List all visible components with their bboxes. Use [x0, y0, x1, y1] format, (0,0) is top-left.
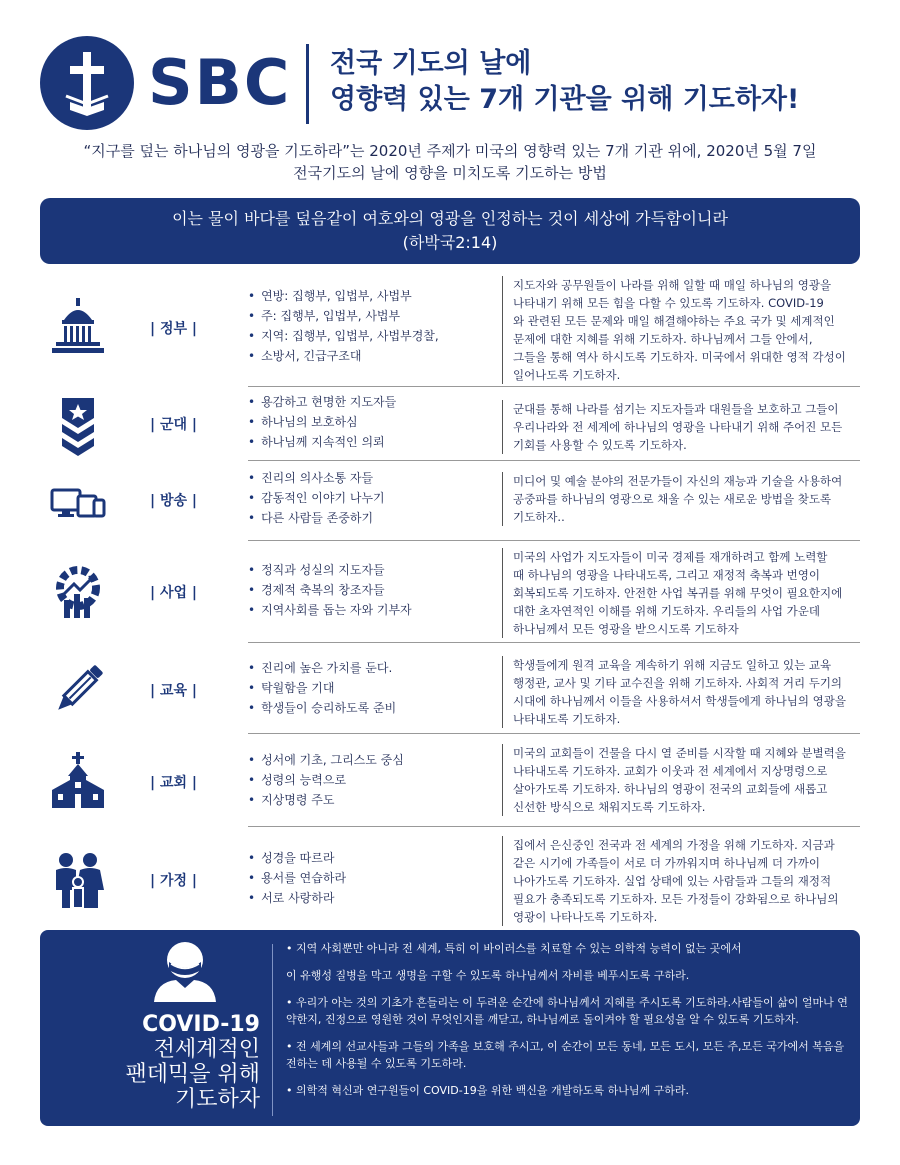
- scripture-banner: [40, 198, 860, 264]
- desc-line: 미국의 교회들이 건물을 다시 열 준비를 시작할 때 지혜와 분별력을: [513, 746, 846, 760]
- list-item: • 용감하고 현명한 지도자들: [248, 392, 396, 412]
- church-icon: [48, 752, 108, 812]
- desc-line: 공중파를 하나님의 영광으로 채울 수 있는 새로운 방법을 찾도록: [513, 492, 832, 506]
- desc-line: 지도자와 공무원들이 나라를 위해 일할 때 매일 하나님의 영광을: [513, 278, 832, 292]
- desc-line: 집에서 은신중인 전국과 전 세계의 가정을 위해 기도하자. 지금과: [513, 838, 835, 852]
- desc-line: 같은 시기에 가족들이 서로 더 가까워지며 하나님께 더 가까이: [513, 856, 820, 870]
- prayer-point: • 지역 사회뿐만 아니라 전 세계, 특히 이 바이러스를 치료할 수 있는 의학적 능력이 없는 곳에서: [286, 942, 742, 955]
- desc-line: 우리나라와 전 세계에 하나님의 영광을 나타내기 위해 주어진 모든: [513, 420, 843, 434]
- row-divider: [248, 386, 860, 387]
- bullet-list: [248, 286, 439, 366]
- desc-line: 시대에 하나님께서 이들을 사용하셔서 학생들에게 하나님의 영광을: [513, 694, 846, 708]
- sbc-logo-icon: [40, 36, 134, 130]
- row-divider: [248, 540, 860, 541]
- capitol-icon: [48, 296, 108, 356]
- desc-line: 회복되도록 기도하자. 안전한 사업 복귀를 위해 무엇이 필요한지에: [513, 586, 843, 600]
- intro-line-2: 전국기도의 날에 영향을 미치도록 기도하는 방법: [293, 164, 607, 182]
- row-divider: [248, 642, 860, 643]
- intro-text: [30, 140, 870, 184]
- description: [502, 836, 860, 926]
- bullet-list: [248, 468, 385, 528]
- description: [502, 472, 860, 526]
- bullet-list: [248, 392, 396, 452]
- bullet-list: [248, 658, 396, 718]
- list-item: • 용서를 연습하라: [248, 868, 346, 888]
- category-label: | 군대 |: [150, 417, 198, 433]
- category-row-education: [40, 650, 860, 732]
- description: [502, 276, 860, 384]
- list-item: • 지역사회를 돕는 자와 기부자: [248, 600, 412, 620]
- list-item: • 서로 사랑하라: [248, 888, 346, 908]
- desc-line: 행정관, 교사 및 기타 교수진을 위해 기도하자. 사회적 거리 두기의: [513, 676, 843, 690]
- list-item: • 정직과 성실의 지도자들: [248, 560, 412, 580]
- desc-line: 나타내도록 기도하자.: [513, 712, 621, 726]
- category-row-family: [40, 834, 860, 926]
- category-row-media: [40, 466, 860, 536]
- bullet-list: [248, 848, 346, 908]
- list-item: • 주: 집행부, 입법부, 사법부: [248, 306, 439, 326]
- covid-title: [62, 1012, 260, 1112]
- covid-prayer-points: [286, 940, 852, 1109]
- description: [502, 548, 860, 638]
- business-gear-icon: [48, 562, 108, 622]
- desc-line: 대한 초자연적인 이해를 위해 기도하자. 우리들의 사업 가운데: [513, 604, 820, 618]
- list-item: • 경제적 축복의 창조자들: [248, 580, 412, 600]
- list-item: • 학생들이 승리하도록 준비: [248, 698, 396, 718]
- row-divider: [248, 733, 860, 734]
- header-divider: [306, 44, 309, 124]
- covid-divider: [272, 944, 273, 1116]
- desc-line: 미디어 및 예술 분야의 전문가들이 자신의 재능과 기술을 사용하여: [513, 474, 843, 488]
- list-item: • 성령의 능력으로: [248, 770, 404, 790]
- list-item: • 성서에 기초, 그리스도 중심: [248, 750, 404, 770]
- category-row-church: [40, 740, 860, 824]
- scripture-reference: (하박국2:14): [402, 233, 498, 252]
- desc-line: 와 관련된 모든 문제와 매일 해결해야하는 주요 국가 및 세계적인: [513, 314, 835, 328]
- family-icon: [48, 850, 108, 910]
- covid-title-line: 기도하자: [174, 1087, 260, 1112]
- desc-line: 하나님께서 모든 영광을 받으시도록 기도하자: [513, 622, 739, 636]
- covid-prayer-box: [40, 930, 860, 1126]
- category-label: | 사업 |: [150, 585, 198, 601]
- row-divider: [248, 826, 860, 827]
- description: [502, 744, 860, 816]
- desc-line: 나타내도록 기도하자. 교회가 이웃과 전 세계에서 지상명령으로: [513, 764, 828, 778]
- prayer-point: • 의학적 혁신과 연구원들이 COVID-19을 위한 백신을 개발하도록 하나님께 구하라.: [286, 1084, 689, 1097]
- list-item: • 감동적인 이야기 나누기: [248, 488, 385, 508]
- list-item: • 진리의 의사소통 자들: [248, 468, 385, 488]
- desc-line: 때 하나님의 영광을 나타내도록, 그리고 재정적 축복과 번영이: [513, 568, 820, 582]
- bullet-list: [248, 750, 404, 810]
- masked-person-icon: [150, 940, 220, 1002]
- covid-title-line: COVID-19: [142, 1012, 260, 1037]
- desc-line: 나아가도록 기도하자. 실업 상태에 있는 사람들과 그들의 재정적: [513, 874, 832, 888]
- desc-line: 필요가 충족되도록 기도하자. 모든 가정들이 강화됨으로 하나님의: [513, 892, 839, 906]
- desc-line: 기도하자..: [513, 510, 565, 524]
- category-label: | 교육 |: [150, 683, 198, 699]
- page-title: [330, 46, 799, 118]
- covid-title-line: 전세계적인: [153, 1037, 260, 1062]
- prayer-point: • 전 세계의 선교사들과 그들의 가족을 보호해 주시고, 이 순간이 모든 동네, 모든 도시, 모든 주,모든 국가에서 복음을 전하는 데 사용될 수 있도록 기도하라.: [286, 1040, 845, 1070]
- title-line-1: 전국 기도의 날에: [330, 48, 532, 79]
- list-item: • 지역: 집행부, 입법부, 사법부경찰,: [248, 326, 439, 346]
- scripture-text: 이는 물이 바다를 덮음같이 여호와의 영광을 인정하는 것이 세상에 가득함이니라: [172, 209, 728, 228]
- desc-line: 영광이 나타나도록 기도하자.: [513, 910, 658, 924]
- desc-line: 그들을 통해 역사 하시도록 기도하자. 미국에서 위대한 영적 각성이: [513, 350, 846, 364]
- desc-line: 나타내기 위해 모든 힘을 다할 수 있도록 기도하자. COVID-19: [513, 296, 824, 310]
- list-item: • 성경을 따르라: [248, 848, 346, 868]
- desc-line: 미국의 사업가 지도자들이 미국 경제를 재개하려고 함께 노력할: [513, 550, 828, 564]
- category-label: | 교회 |: [150, 775, 198, 791]
- covid-title-line: 팬데믹을 위해: [125, 1062, 260, 1087]
- pencil-icon: [48, 660, 108, 720]
- logo-text: SBC: [148, 46, 292, 119]
- list-item: • 연방: 집행부, 입법부, 사법부: [248, 286, 439, 306]
- category-label: | 정부 |: [150, 321, 198, 337]
- devices-icon: [48, 472, 108, 532]
- list-item: • 탁월함을 기대: [248, 678, 396, 698]
- prayer-point: • 우리가 아는 것의 기초가 흔들리는 이 두려운 순간에 하나님께서 지혜를 주시도록 기도하라.사람들이 삶이 얼마나 연약한지, 진정으로 영원한 것이 무엇인지를 깨닫고, 하나님께로 돌이켜야 할 필요성을 알 수 있도록 기도하자.: [286, 996, 848, 1026]
- desc-line: 학생들에게 원격 교육을 계속하기 위해 지금도 일하고 있는 교육: [513, 658, 832, 672]
- desc-line: 군대를 통해 나라를 섬기는 지도자들과 대원들을 보호하고 그들이: [513, 402, 839, 416]
- list-item: • 진리에 높은 가치를 둔다.: [248, 658, 396, 678]
- category-row-business: [40, 546, 860, 638]
- category-label: | 방송 |: [150, 493, 198, 509]
- desc-line: 문제에 대한 지혜를 위해 기도하자. 하나님께서 그들 안에서,: [513, 332, 813, 346]
- prayer-point: 이 유행성 질병을 막고 생명을 구할 수 있도록 하나님께서 자비를 베푸시도록 구하라.: [286, 969, 690, 982]
- title-line-2: 영향력 있는 7개 기관을 위해 기도하자!: [330, 84, 800, 115]
- bullet-list: [248, 560, 412, 620]
- desc-line: 기회를 사용할 수 있도록 기도하자.: [513, 438, 687, 452]
- list-item: • 지상명령 주도: [248, 790, 404, 810]
- list-item: • 다른 사람들 존중하기: [248, 508, 385, 528]
- military-badge-icon: [48, 396, 108, 456]
- category-row-military: [40, 392, 860, 454]
- list-item: • 하나님께 지속적인 의뢰: [248, 432, 396, 452]
- intro-line-1: “지구를 덮는 하나님의 영광을 기도하라”는 2020년 주제가 미국의 영향력 있는 7개 기관 위에, 2020년 5월 7일: [83, 142, 817, 160]
- list-item: • 하나님의 보호하심: [248, 412, 396, 432]
- row-divider: [248, 460, 860, 461]
- desc-line: 일어나도록 기도하자.: [513, 368, 621, 382]
- category-label: | 가정 |: [150, 873, 198, 889]
- category-row-government: [40, 276, 860, 380]
- header: [40, 36, 860, 126]
- desc-line: 살아가도록 기도하자. 하나님의 영광이 전국의 교회들에 새롭고: [513, 782, 828, 796]
- description: [502, 656, 860, 728]
- list-item-continued: • 소방서, 긴급구조대: [248, 346, 439, 366]
- description: [502, 400, 860, 454]
- desc-line: 신선한 방식으로 채워지도록 기도하자.: [513, 800, 706, 814]
